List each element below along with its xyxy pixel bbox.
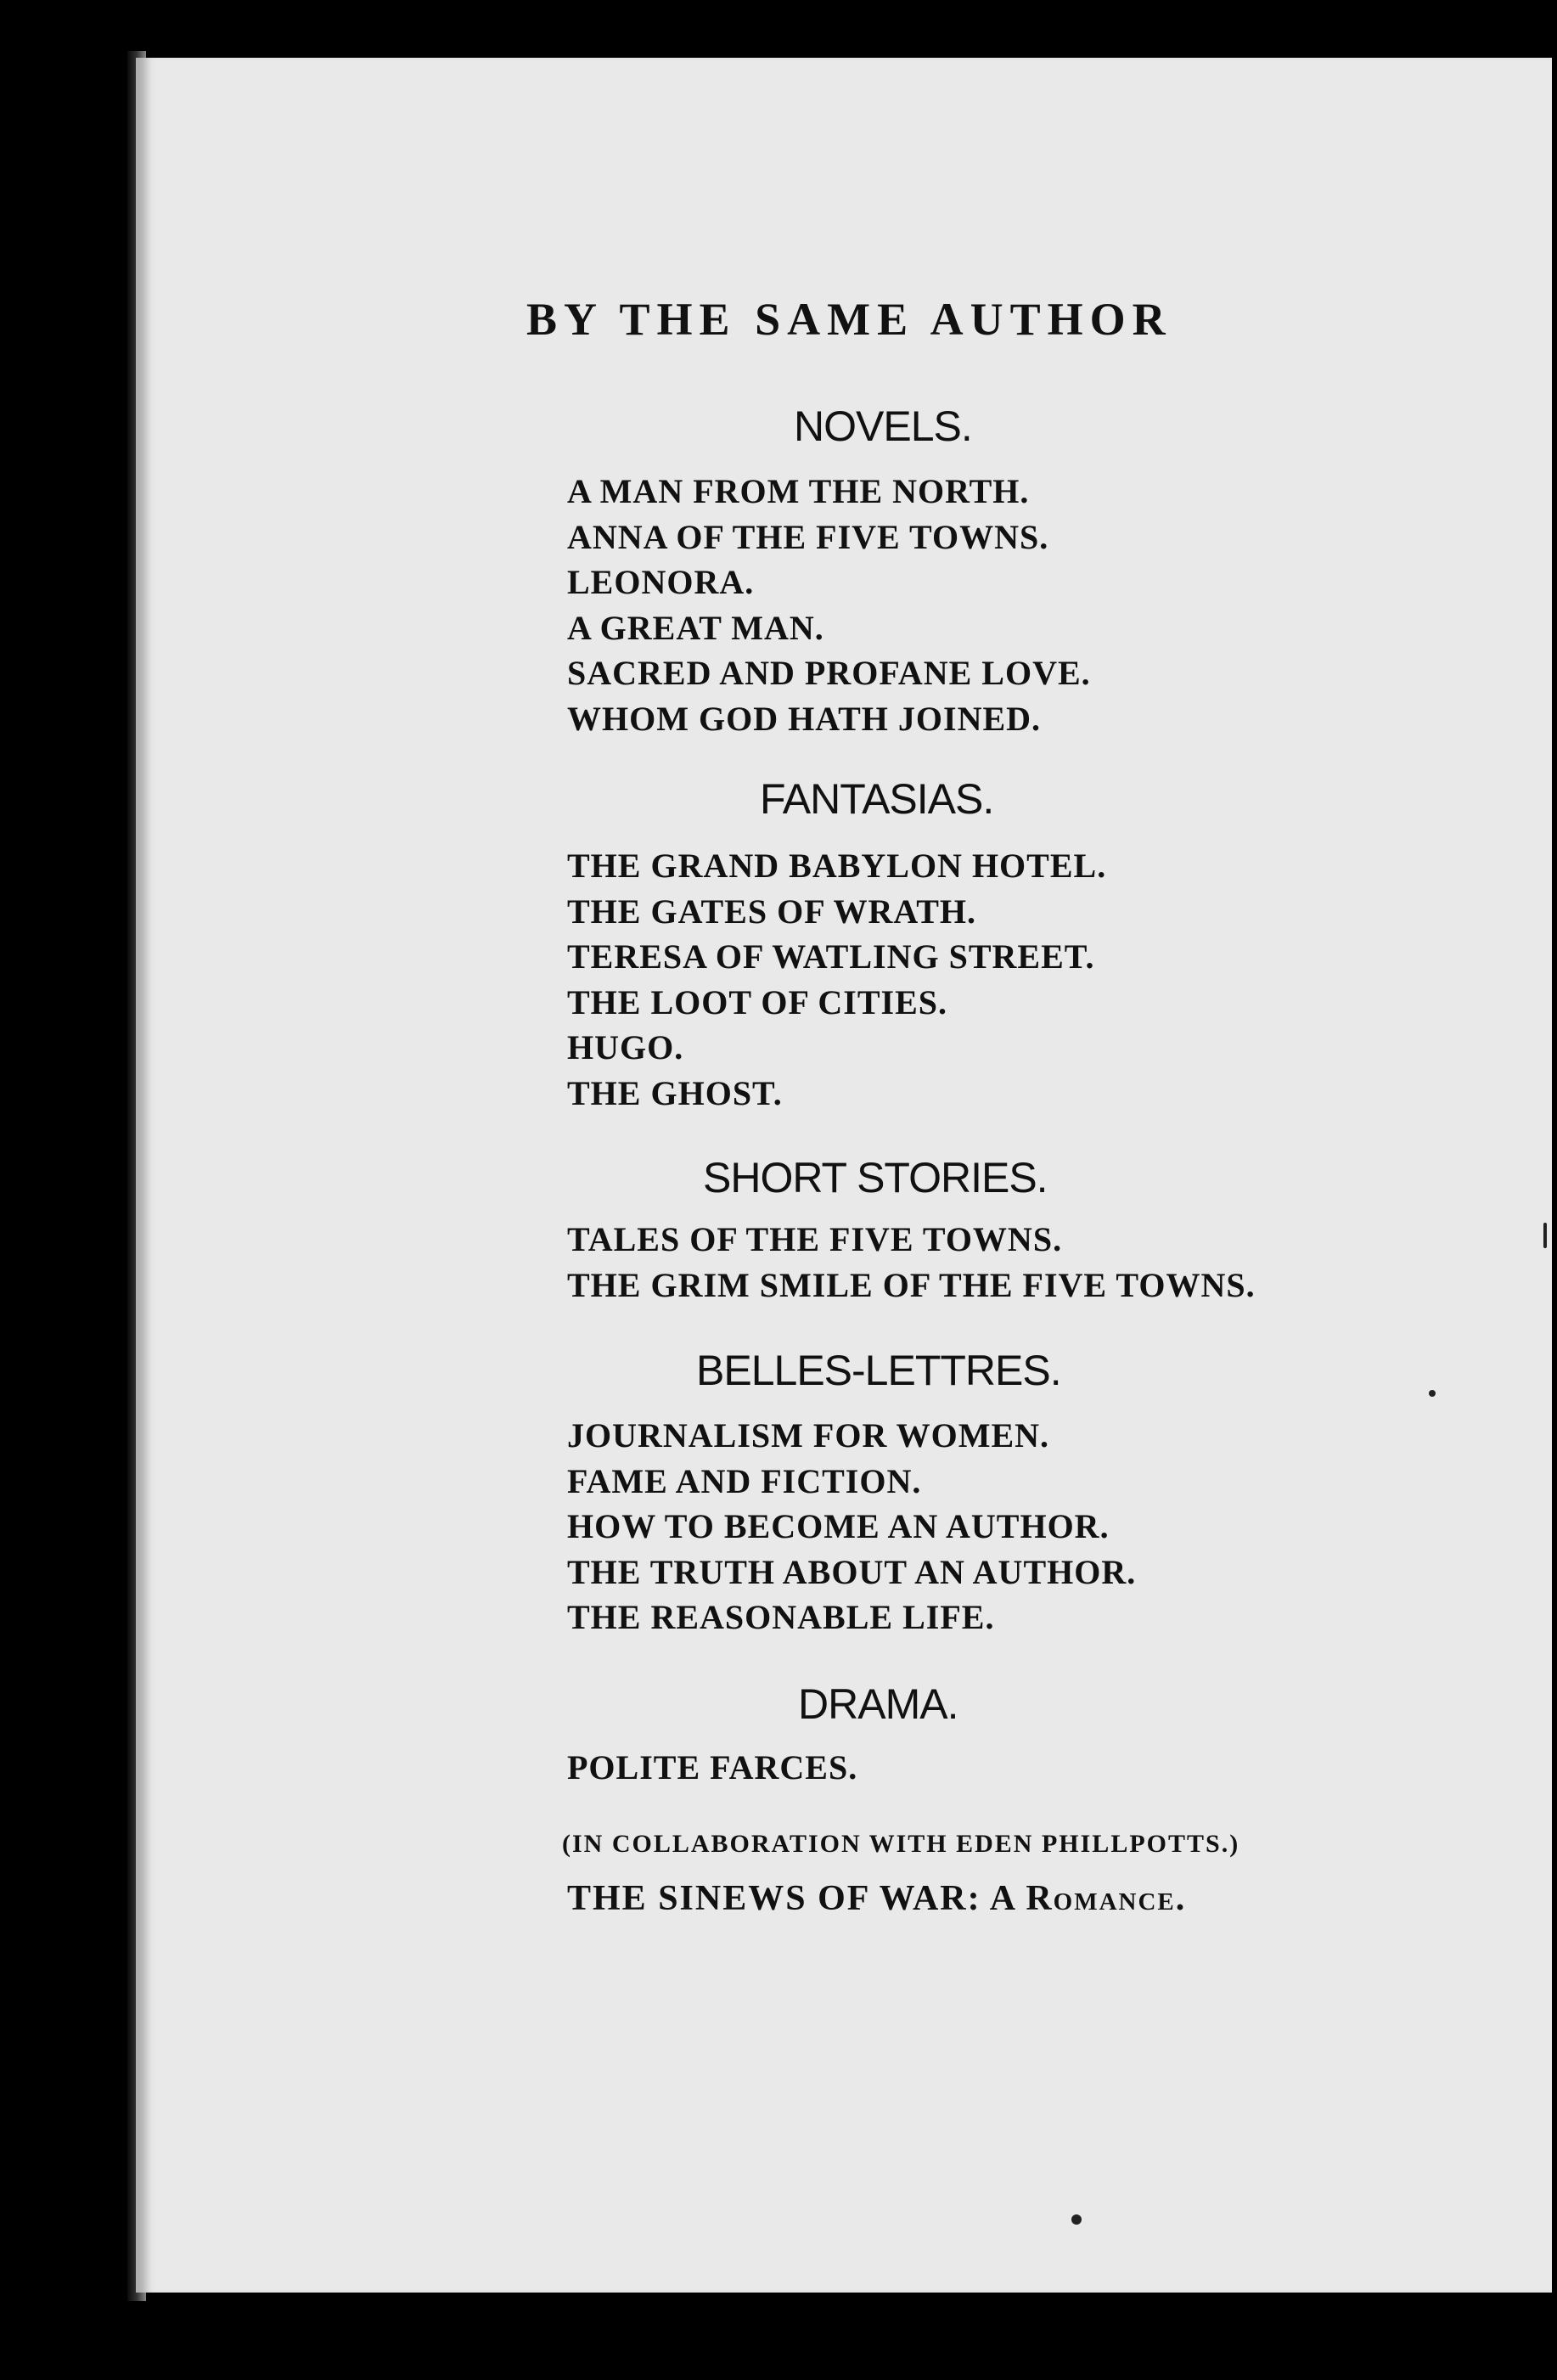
list-item: POLITE FARCES.: [567, 1748, 858, 1786]
list-item: THE GRAND BABYLON HOTEL.: [567, 847, 1107, 885]
section-title-fantasias: FANTASIAS.: [760, 775, 994, 823]
belles-lettres-list: [567, 1413, 1136, 1640]
list-item: TALES OF THE FIVE TOWNS.: [567, 1220, 1063, 1258]
list-item: HUGO.: [567, 1028, 684, 1066]
page-heading: BY THE SAME AUTHOR: [526, 294, 1172, 345]
collaboration-title: [567, 1878, 1186, 1919]
list-item: A GREAT MAN.: [567, 608, 824, 647]
scan-speck: [1543, 1223, 1547, 1248]
drama-list: [567, 1745, 857, 1791]
list-item: A MAN FROM THE NORTH.: [567, 472, 1030, 510]
scan-speck: [1429, 1390, 1436, 1397]
novels-list: [567, 469, 1091, 741]
list-item: JOURNALISM FOR WOMEN.: [567, 1416, 1050, 1454]
list-item: THE TRUTH ABOUT AN AUTHOR.: [567, 1552, 1137, 1591]
section-title-belles-lettres: BELLES-LETTRES.: [696, 1347, 1061, 1394]
list-item: THE GATES OF WRATH.: [567, 892, 977, 931]
fantasias-list: [567, 843, 1106, 1116]
list-item: SACRED AND PROFANE LOVE.: [567, 654, 1091, 692]
list-item: LEONORA.: [567, 563, 755, 601]
collaboration-title-subtitle: Romance.: [1026, 1879, 1187, 1918]
list-item: FAME AND FICTION.: [567, 1461, 922, 1500]
list-item: WHOM GOD HATH JOINED.: [567, 699, 1042, 738]
list-item: THE GHOST.: [567, 1073, 783, 1112]
list-item: TERESA OF WATLING STREET.: [567, 937, 1095, 976]
list-item: THE LOOT OF CITIES.: [567, 982, 948, 1021]
section-title-drama: DRAMA.: [798, 1680, 958, 1728]
collaboration-note: (IN COLLABORATION WITH EDEN PHILLPOTTS.): [562, 1830, 1240, 1858]
list-item: HOW TO BECOME AN AUTHOR.: [567, 1507, 1110, 1545]
collaboration-title-main: THE SINEWS OF WAR: A: [567, 1879, 1026, 1918]
list-item: THE GRIM SMILE OF THE FIVE TOWNS.: [567, 1265, 1256, 1304]
section-title-short-stories: SHORT STORIES.: [703, 1154, 1048, 1201]
list-item: THE REASONABLE LIFE.: [567, 1598, 995, 1636]
short-stories-list: [567, 1217, 1256, 1308]
scan-speck: [1071, 2214, 1082, 2225]
list-item: ANNA OF THE FIVE TOWNS.: [567, 517, 1049, 556]
section-title-novels: NOVELS.: [794, 402, 972, 450]
